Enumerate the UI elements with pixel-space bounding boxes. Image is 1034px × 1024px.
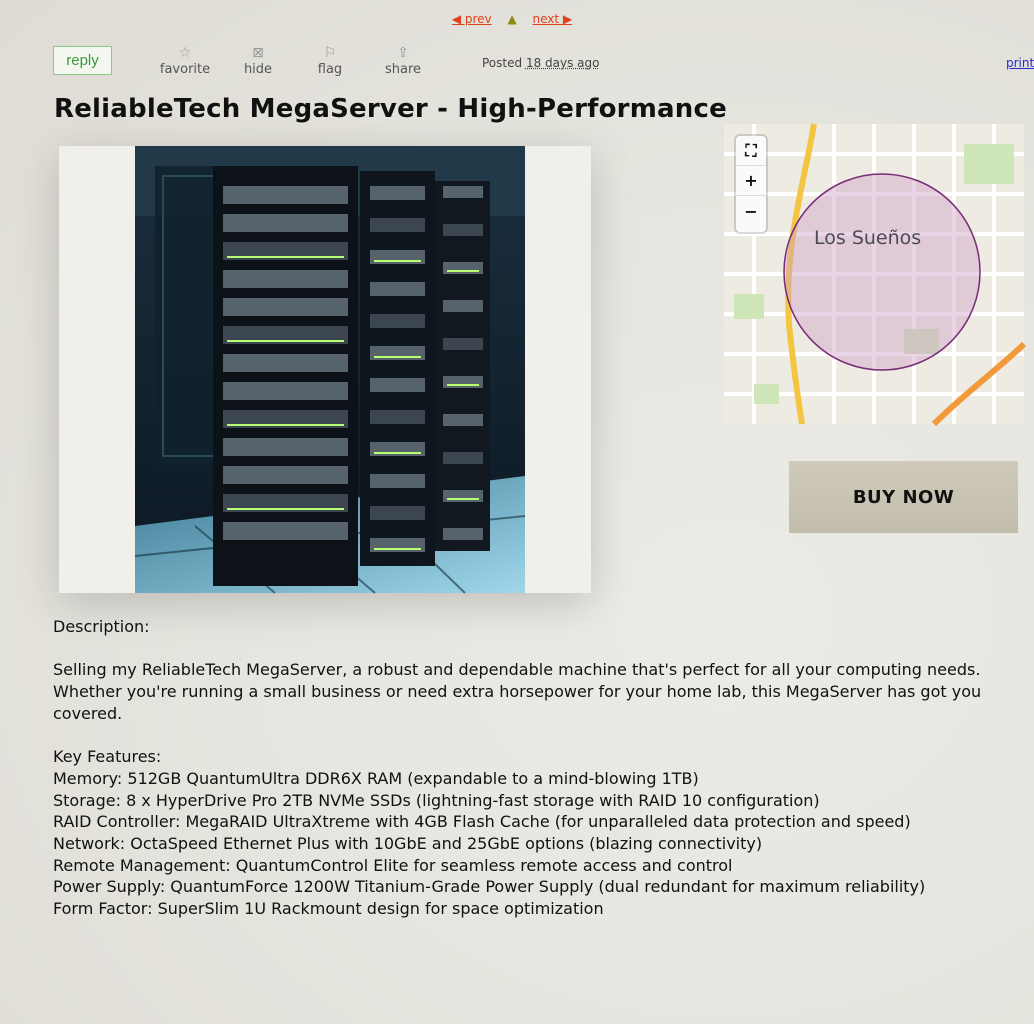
share-icon: ⇪ [397,45,409,61]
posted-date [482,56,599,70]
zoom-out-button[interactable]: − [744,201,758,221]
fullscreen-icon: ⛶ [745,140,757,160]
reply-button[interactable]: reply [53,46,112,75]
hide-button[interactable] [228,44,288,77]
posted-ago: 18 days ago [525,56,600,70]
feature-item: Network: OctaSpeed Ethernet Plus with 10GbE and 25GbE options (blazing connectivity) [53,834,763,853]
server-rack-photo[interactable] [135,146,525,593]
feature-item: Remote Management: QuantumControl Elite for seamless remote access and control [53,855,733,875]
features-heading: Key Features: [53,747,162,767]
map-location-label: Los Sueños [814,227,922,249]
fullscreen-button[interactable] [736,136,766,166]
hide-icon: ⊠ [252,45,264,61]
star-icon: ☆ [178,45,192,61]
listing-description [53,616,1003,920]
up-link[interactable]: ▲ [507,12,517,26]
post-navigation [0,12,1024,26]
feature-item: Form Factor: SuperSlim 1U Rackmount design for space optimization [53,899,604,919]
flag-icon: ⚐ [323,45,337,61]
prev-link[interactable]: ◀ prev [451,12,492,26]
feature-item: Memory: 512GB QuantumUltra DDR6X RAM (expandable to a mind-blowing 1TB) [53,768,699,788]
zoom-in-button[interactable]: + [736,166,766,196]
posted-prefix: Posted [482,56,523,70]
map-tiles [724,124,1024,424]
hide-label: hide [243,62,273,77]
favorite-label: favorite [159,62,211,77]
next-link[interactable]: next ▶ [532,12,573,26]
location-map[interactable] [724,124,1024,424]
buy-now-button[interactable]: BUY NOW [789,461,1018,533]
favorite-button[interactable] [155,44,215,77]
map-controls [736,136,766,232]
description-intro: Selling my ReliableTech MegaServer, a robust and dependable machine that's perfect for all your computing needs. Whether you're running a small business or need extra horsepower for your home lab, this MegaServer has got you covered. [53,660,982,723]
feature-item: Storage: 8 x HyperDrive Pro 2TB NVMe SSDs (lightning-fast storage with RAID 10 configuration) [53,790,820,810]
feature-item: RAID Controller: MegaRAID UltraXtreme with 4GB Flash Cache (for unparalleled data protection and speed) [53,812,911,832]
description-heading: Description: [53,617,150,636]
print-link[interactable]: print [1006,56,1034,70]
flag-label: flag [317,62,343,77]
share-button[interactable] [373,44,433,77]
feature-item: Power Supply: QuantumForce 1200W Titanium-Grade Power Supply (dual redundant for maximum reliability) [53,877,926,897]
listing-photo-frame [59,146,591,593]
page-title: ReliableTech MegaServer - High-Performance [54,94,727,124]
flag-button[interactable] [300,44,360,77]
share-label: share [384,62,422,77]
